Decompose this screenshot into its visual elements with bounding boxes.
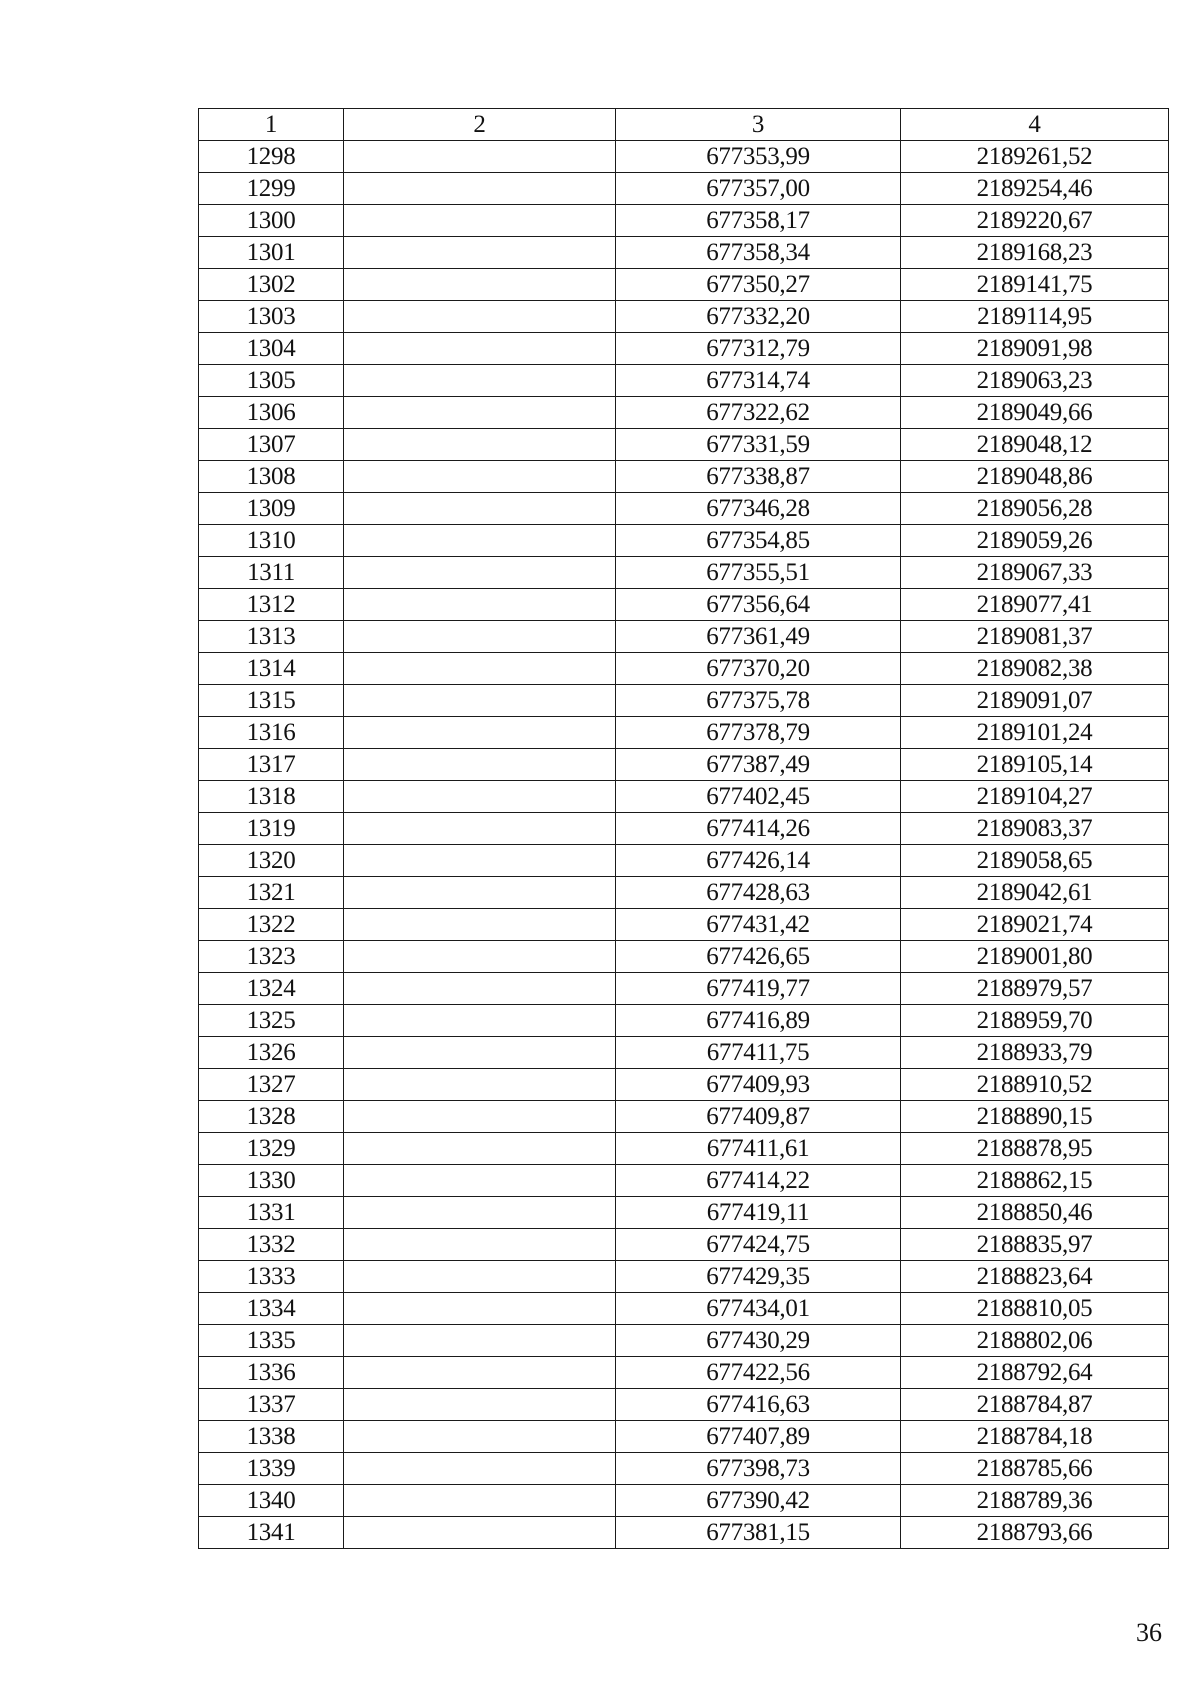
table-cell (344, 1165, 616, 1197)
table-cell: 677350,27 (616, 269, 901, 301)
table-cell (344, 941, 616, 973)
table-row (199, 141, 1169, 173)
table-cell: 677428,63 (616, 877, 901, 909)
table-cell (344, 301, 616, 333)
table-row (199, 1261, 1169, 1293)
table-cell (344, 845, 616, 877)
table-cell: 2189049,66 (901, 397, 1169, 429)
table-cell: 677422,56 (616, 1357, 901, 1389)
table-row (199, 397, 1169, 429)
table-cell: 2189091,98 (901, 333, 1169, 365)
table-cell: 1331 (199, 1197, 344, 1229)
table-row (199, 333, 1169, 365)
page-number: 36 (1136, 1618, 1162, 1647)
table-cell: 1316 (199, 717, 344, 749)
table-cell: 1313 (199, 621, 344, 653)
table-row (199, 1421, 1169, 1453)
table-row (199, 205, 1169, 237)
table-cell: 1317 (199, 749, 344, 781)
table-cell: 2188959,70 (901, 1005, 1169, 1037)
table-cell: 1329 (199, 1133, 344, 1165)
table-cell: 2189105,14 (901, 749, 1169, 781)
table-cell: 1337 (199, 1389, 344, 1421)
table-cell: 2188910,52 (901, 1069, 1169, 1101)
table-cell (344, 365, 616, 397)
table-cell (344, 1325, 616, 1357)
table-cell: 2188785,66 (901, 1453, 1169, 1485)
table-cell: 1306 (199, 397, 344, 429)
table-cell (344, 1517, 616, 1549)
table-cell (344, 909, 616, 941)
table-cell: 2188979,57 (901, 973, 1169, 1005)
table-cell: 1302 (199, 269, 344, 301)
table-cell (344, 1133, 616, 1165)
table-cell: 677354,85 (616, 525, 901, 557)
table-cell: 1319 (199, 813, 344, 845)
table-row (199, 685, 1169, 717)
table-row (199, 813, 1169, 845)
table-row (199, 1293, 1169, 1325)
table-cell: 1307 (199, 429, 344, 461)
table-row (199, 1069, 1169, 1101)
table-row (199, 1101, 1169, 1133)
table-cell: 1308 (199, 461, 344, 493)
table-cell (344, 1453, 616, 1485)
table-cell: 2189042,61 (901, 877, 1169, 909)
table-cell (344, 429, 616, 461)
table-row (199, 973, 1169, 1005)
table-row (199, 1005, 1169, 1037)
table-row (199, 1229, 1169, 1261)
table-row (199, 1037, 1169, 1069)
table-cell: 1300 (199, 205, 344, 237)
table-cell: 1328 (199, 1101, 344, 1133)
table-row (199, 237, 1169, 269)
table-cell: 677346,28 (616, 493, 901, 525)
table-cell: 1325 (199, 1005, 344, 1037)
table-cell: 677390,42 (616, 1485, 901, 1517)
table-cell (344, 397, 616, 429)
column-header: 3 (616, 109, 901, 141)
table-cell: 2189082,38 (901, 653, 1169, 685)
table-cell: 1314 (199, 653, 344, 685)
table-row (199, 1485, 1169, 1517)
table-cell: 2188933,79 (901, 1037, 1169, 1069)
table-cell (344, 973, 616, 1005)
table-row (199, 621, 1169, 653)
table-cell: 2189220,67 (901, 205, 1169, 237)
table-row (199, 1453, 1169, 1485)
table-cell (344, 1421, 616, 1453)
table-cell: 2189058,65 (901, 845, 1169, 877)
table-row (199, 941, 1169, 973)
column-header: 4 (901, 109, 1169, 141)
table-cell: 1315 (199, 685, 344, 717)
table-row (199, 1197, 1169, 1229)
table-cell: 1301 (199, 237, 344, 269)
table-cell: 677387,49 (616, 749, 901, 781)
table-cell: 677381,15 (616, 1517, 901, 1549)
table-cell: 2189048,12 (901, 429, 1169, 461)
table-cell (344, 1037, 616, 1069)
table-cell: 2188802,06 (901, 1325, 1169, 1357)
table-cell: 2189261,52 (901, 141, 1169, 173)
table-cell (344, 557, 616, 589)
table-cell: 1339 (199, 1453, 344, 1485)
table-cell: 2189083,37 (901, 813, 1169, 845)
table-cell: 2189021,74 (901, 909, 1169, 941)
table-cell: 1330 (199, 1165, 344, 1197)
table-cell: 2189001,80 (901, 941, 1169, 973)
table-cell (344, 1197, 616, 1229)
table-cell: 677338,87 (616, 461, 901, 493)
table-cell: 677357,00 (616, 173, 901, 205)
table-cell (344, 781, 616, 813)
table-cell: 677434,01 (616, 1293, 901, 1325)
table-cell: 1324 (199, 973, 344, 1005)
table-cell: 1327 (199, 1069, 344, 1101)
table-cell: 677356,64 (616, 589, 901, 621)
table-cell (344, 621, 616, 653)
table-cell: 677407,89 (616, 1421, 901, 1453)
table-cell: 677419,11 (616, 1197, 901, 1229)
table-cell: 677314,74 (616, 365, 901, 397)
table-row (199, 429, 1169, 461)
table-cell: 1318 (199, 781, 344, 813)
table-row (199, 1325, 1169, 1357)
table-cell: 2188793,66 (901, 1517, 1169, 1549)
table-cell: 677358,17 (616, 205, 901, 237)
table-body (199, 141, 1169, 1549)
table-cell: 2188784,87 (901, 1389, 1169, 1421)
table-cell: 677419,77 (616, 973, 901, 1005)
table-row (199, 845, 1169, 877)
table-cell: 677430,29 (616, 1325, 901, 1357)
table-row (199, 301, 1169, 333)
table-cell: 2189104,27 (901, 781, 1169, 813)
table-cell (344, 1485, 616, 1517)
table-cell: 2189056,28 (901, 493, 1169, 525)
table-cell (344, 1261, 616, 1293)
table-cell: 2188890,15 (901, 1101, 1169, 1133)
table-cell: 2188878,95 (901, 1133, 1169, 1165)
table-cell: 677414,26 (616, 813, 901, 845)
table-row (199, 493, 1169, 525)
table-row (199, 589, 1169, 621)
table-cell: 677426,14 (616, 845, 901, 877)
table-cell: 1338 (199, 1421, 344, 1453)
table-cell (344, 205, 616, 237)
table-row (199, 909, 1169, 941)
table-row (199, 1357, 1169, 1389)
table-cell: 677355,51 (616, 557, 901, 589)
table-cell: 1326 (199, 1037, 344, 1069)
table-cell (344, 173, 616, 205)
table-row (199, 269, 1169, 301)
table-cell: 677424,75 (616, 1229, 901, 1261)
table-cell: 2189114,95 (901, 301, 1169, 333)
column-header: 2 (344, 109, 616, 141)
coordinates-table (198, 108, 1169, 1549)
table-cell: 677411,75 (616, 1037, 901, 1069)
table-cell: 677409,93 (616, 1069, 901, 1101)
table-cell: 2188862,15 (901, 1165, 1169, 1197)
table-cell: 1299 (199, 173, 344, 205)
table-cell: 1309 (199, 493, 344, 525)
table-cell (344, 525, 616, 557)
table-cell: 2188835,97 (901, 1229, 1169, 1261)
table-cell: 2189067,33 (901, 557, 1169, 589)
table-cell: 677409,87 (616, 1101, 901, 1133)
table-cell (344, 269, 616, 301)
table-cell: 677322,62 (616, 397, 901, 429)
table-cell: 677375,78 (616, 685, 901, 717)
table-row (199, 1389, 1169, 1421)
column-header: 1 (199, 109, 344, 141)
table-cell (344, 685, 616, 717)
table-cell (344, 141, 616, 173)
table-cell: 2189254,46 (901, 173, 1169, 205)
table-cell: 1305 (199, 365, 344, 397)
table-cell: 2189059,26 (901, 525, 1169, 557)
table-cell (344, 589, 616, 621)
table-cell: 1310 (199, 525, 344, 557)
table-row (199, 717, 1169, 749)
table-cell: 677416,89 (616, 1005, 901, 1037)
table-row (199, 525, 1169, 557)
table-cell: 2189168,23 (901, 237, 1169, 269)
table-cell: 2189077,41 (901, 589, 1169, 621)
table-cell: 677398,73 (616, 1453, 901, 1485)
table-cell (344, 813, 616, 845)
table-cell: 677414,22 (616, 1165, 901, 1197)
table-cell (344, 749, 616, 781)
table-cell: 2188784,18 (901, 1421, 1169, 1453)
table-cell: 677353,99 (616, 141, 901, 173)
table-cell: 677429,35 (616, 1261, 901, 1293)
table-cell: 1298 (199, 141, 344, 173)
table-row (199, 749, 1169, 781)
table-row (199, 1133, 1169, 1165)
table-row (199, 461, 1169, 493)
table-row (199, 877, 1169, 909)
table-cell (344, 1101, 616, 1133)
table-cell (344, 1005, 616, 1037)
table-cell: 1322 (199, 909, 344, 941)
table-cell: 1333 (199, 1261, 344, 1293)
table-row (199, 365, 1169, 397)
table-cell: 1334 (199, 1293, 344, 1325)
table-cell: 2188810,05 (901, 1293, 1169, 1325)
table-cell: 2189081,37 (901, 621, 1169, 653)
table-cell: 677358,34 (616, 237, 901, 269)
table-row (199, 1517, 1169, 1549)
table-cell: 1335 (199, 1325, 344, 1357)
table-cell: 2189141,75 (901, 269, 1169, 301)
table-cell: 2189101,24 (901, 717, 1169, 749)
table-cell: 1321 (199, 877, 344, 909)
table-cell: 2189048,86 (901, 461, 1169, 493)
table-cell: 2188789,36 (901, 1485, 1169, 1517)
table-cell (344, 877, 616, 909)
table-cell: 2189091,07 (901, 685, 1169, 717)
table-cell (344, 1069, 616, 1101)
table-cell: 677332,20 (616, 301, 901, 333)
table-cell (344, 653, 616, 685)
table-cell (344, 1229, 616, 1261)
table-cell (344, 461, 616, 493)
table-cell (344, 237, 616, 269)
table-cell (344, 1357, 616, 1389)
table-row (199, 653, 1169, 685)
table-cell: 677312,79 (616, 333, 901, 365)
table-row (199, 173, 1169, 205)
table-cell: 677361,49 (616, 621, 901, 653)
table-cell (344, 493, 616, 525)
table-cell: 677431,42 (616, 909, 901, 941)
table-row (199, 1165, 1169, 1197)
table-cell: 677411,61 (616, 1133, 901, 1165)
table-header-row (199, 109, 1169, 141)
table-row (199, 557, 1169, 589)
table-cell: 1323 (199, 941, 344, 973)
table-cell: 1303 (199, 301, 344, 333)
table-cell: 1304 (199, 333, 344, 365)
table-cell: 2188823,64 (901, 1261, 1169, 1293)
table-cell (344, 333, 616, 365)
table-cell: 677402,45 (616, 781, 901, 813)
table-row (199, 781, 1169, 813)
table-cell: 1320 (199, 845, 344, 877)
table-cell (344, 1389, 616, 1421)
table-cell: 677331,59 (616, 429, 901, 461)
table-cell: 1340 (199, 1485, 344, 1517)
table-cell: 1311 (199, 557, 344, 589)
table-cell: 1332 (199, 1229, 344, 1261)
table-cell: 2188792,64 (901, 1357, 1169, 1389)
table-cell: 677416,63 (616, 1389, 901, 1421)
table-cell (344, 1293, 616, 1325)
table-cell: 677378,79 (616, 717, 901, 749)
table-cell: 677370,20 (616, 653, 901, 685)
table-cell: 1341 (199, 1517, 344, 1549)
table-cell: 2189063,23 (901, 365, 1169, 397)
table-cell: 1312 (199, 589, 344, 621)
table-cell: 2188850,46 (901, 1197, 1169, 1229)
table-cell: 1336 (199, 1357, 344, 1389)
table-cell: 677426,65 (616, 941, 901, 973)
table-cell (344, 717, 616, 749)
